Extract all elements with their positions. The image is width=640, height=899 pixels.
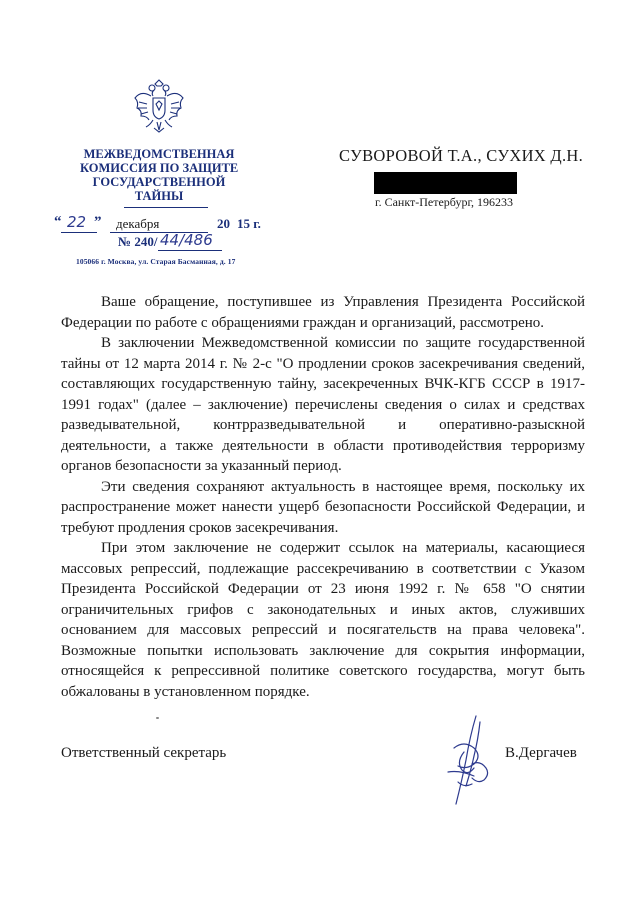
date-day: 22 bbox=[67, 213, 87, 231]
org-line: ТАЙНЫ bbox=[134, 189, 184, 203]
document-number bbox=[118, 231, 238, 254]
redacted-block bbox=[374, 172, 517, 194]
recipient-city: г. Санкт-Петербург, 196233 bbox=[375, 195, 514, 209]
scan-speck bbox=[156, 717, 159, 719]
org-line: МЕЖВЕДОМСТВЕННАЯ bbox=[83, 147, 235, 161]
date-line: “ 22 ” декабря 20 15 г. bbox=[54, 213, 261, 231]
signature-icon bbox=[436, 712, 506, 812]
signatory-title: Ответственный секретарь bbox=[61, 745, 227, 761]
letterhead-divider bbox=[124, 207, 208, 208]
org-line: КОМИССИЯ ПО ЗАЩИТЕ bbox=[80, 161, 239, 175]
sender-address: 105066 г. Москва, ул. Старая Басманная, д. 17 bbox=[76, 257, 236, 266]
signatory-name: В.Дергачев bbox=[505, 745, 577, 761]
org-line: ГОСУДАРСТВЕННОЙ bbox=[92, 175, 226, 189]
coat-of-arms-icon bbox=[133, 78, 185, 134]
recipient-name: СУВОРОВОЙ Т.А., СУХИХ Д.Н. bbox=[339, 146, 584, 165]
letter-body bbox=[61, 292, 585, 702]
number-prefix: № 240/ bbox=[118, 234, 158, 249]
date-month: декабря bbox=[116, 216, 160, 231]
date-year-prefix: 20 bbox=[217, 216, 230, 231]
body-paragraph: Эти сведения сохраняют актуальность в настоящее время, поскольку их распространение может нанести ущерб безопасности Российской Федерации, и требуют продления сроков засекречивания. bbox=[61, 478, 585, 536]
organization-name bbox=[80, 147, 238, 203]
number-handwritten: 44/486 bbox=[160, 231, 213, 249]
body-paragraph: Ваше обращение, поступившее из Управления Президента Российской Федерации по работе с обращениями граждан и организаций, рассмотрено. bbox=[61, 294, 585, 331]
body-paragraph: При этом заключение не содержит ссылок на материалы, касающиеся массовых репрессий, подлежащие рассекречиванию в соответствии с Указом Президента Российской Федерации от 23 июня 1992 г. № 658 "О снятии ограничительных грифов с законодательных и иных актов, служивших основанием для массовых репрессий и посягательств на права человека". Возможные попытки использовать заключение для сокрытия информации, относящейся к репрессивной политике советского государства, могут быть обжалованы в установленном порядке. bbox=[61, 540, 585, 700]
date-year-suffix: 15 г. bbox=[237, 216, 261, 231]
body-paragraph: В заключении Межведомственной комиссии по защите государственной тайны от 12 марта 2014 г. № 2-с "О продлении сроков засекречивания сведений, составляющих государственную тайну, засекреченных ВЧК-КГБ СССР в 1917-1991 годах" (далее – заключение) перечислены сведения о силах и средствах разведывательной, контрразведывательной и оперативно-разыскной деятельности, а также деятельности в области противодействия терроризму органов безопасности за указанный период. bbox=[61, 335, 585, 474]
